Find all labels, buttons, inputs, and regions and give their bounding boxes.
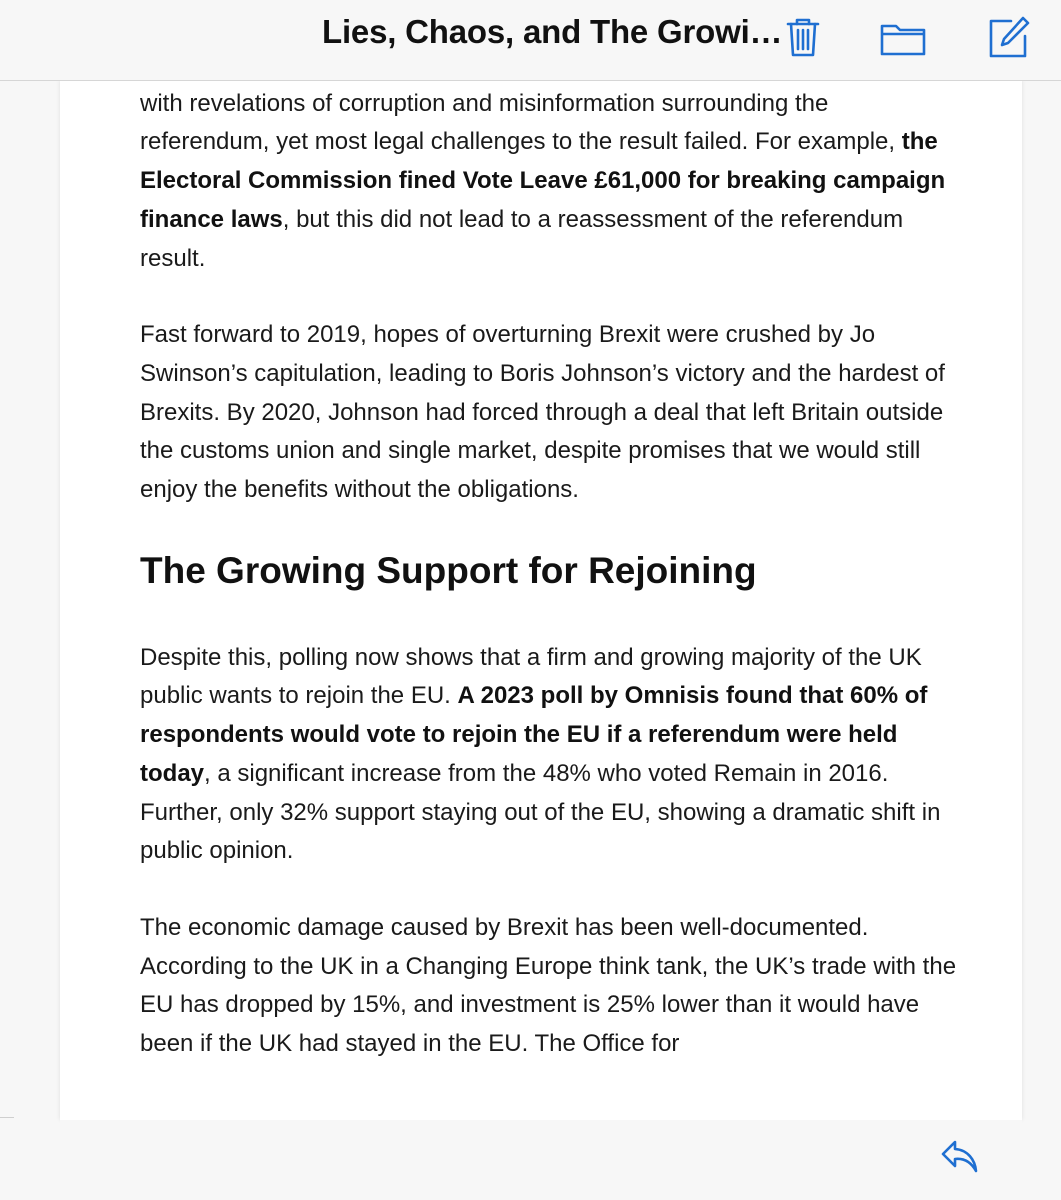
text-run: Despite this, polling now shows that a firm and growing majority of the UK public wants to rejoin the EU. [140,643,922,710]
message-page [60,80,1022,1120]
compose-icon[interactable] [985,14,1031,60]
reply-icon[interactable] [940,1136,980,1176]
article-paragraph-4 [140,909,960,1064]
section-heading: The Growing Support for Rejoining [140,549,757,591]
article-paragraph-3 [140,639,960,871]
text-run: The economic damage caused by Brexit has been well-documented. According to the UK in a Changing Europe think tank, the UK’s trade with the EU has dropped by 15%, and investment is 25% lower than it would have been if the UK had stayed in the EU. The Office for [140,913,957,1058]
text-run: , a significant increase from the 48% who voted Remain in 2016. Further, only 32% support staying out of the EU, showing a dramatic shift in public opinion. [140,759,941,865]
sidebar-divider [0,1117,14,1118]
text-run: Fast forward to 2019, hopes of overturning Brexit were crushed by Jo Swinson’s capitulation, leading to Boris Johnson’s victory and the hardest of Brexits. By 2020, Johnson had forced through a deal that left Britain outside the customs union and single market, despite promises that we would still enjoy the benefits without the obligations. [140,321,945,504]
text-run: with revelations of corruption and misinformation surrounding the referendum, yet most legal challenges to the result failed. For example, [140,89,896,156]
top-toolbar [0,0,1061,81]
folder-icon[interactable] [879,14,927,60]
trash-icon[interactable] [780,14,826,60]
article-paragraph-2 [140,316,960,510]
bold-text-run: the Electoral Commission fined Vote Leave £61,000 for breaking campaign finance laws [140,128,946,233]
bold-text-run: A 2023 poll by Omnisis found that 60% of respondents would vote to rejoin the EU if a referendum were held today [140,682,928,787]
email-title: Lies, Chaos, and The Growi… [322,13,783,50]
bottom-toolbar [60,1120,1022,1200]
article-body [140,46,960,1102]
text-run: , but this did not lead to a reassessment of the referendum result. [140,205,904,272]
